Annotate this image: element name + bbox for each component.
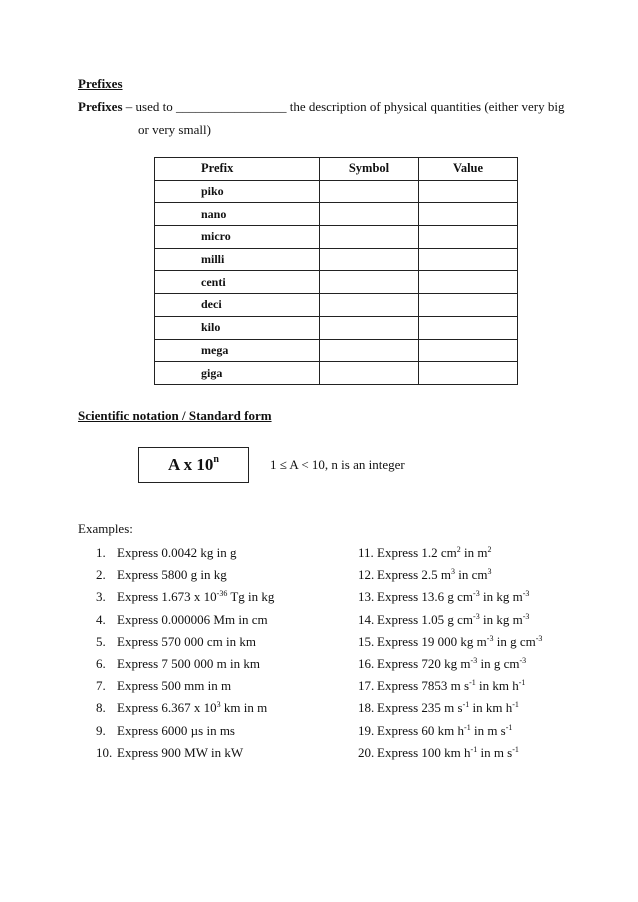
value-cell[interactable] bbox=[419, 271, 518, 294]
example-text: Express 7 500 000 m in km bbox=[117, 656, 260, 671]
example-number: 8. bbox=[96, 700, 106, 716]
example-text: in g cm bbox=[477, 656, 520, 671]
prefixes-definition bbox=[78, 99, 564, 115]
exponent: -3 bbox=[522, 589, 530, 599]
example-item bbox=[358, 545, 492, 561]
example-number: 2. bbox=[96, 567, 106, 583]
example-text: Express 13.6 g cm bbox=[377, 589, 474, 605]
table-row bbox=[155, 271, 518, 294]
example-text: Express 1.05 g cm bbox=[377, 611, 474, 627]
example-item bbox=[358, 745, 519, 761]
example-text: Express 0.0042 kg in g bbox=[117, 545, 237, 560]
example-text: in g cm bbox=[493, 633, 536, 649]
exponent: -1 bbox=[518, 678, 526, 688]
value-cell[interactable] bbox=[419, 339, 518, 362]
exponent: -3 bbox=[522, 611, 530, 621]
table-row bbox=[155, 180, 518, 203]
table-row bbox=[155, 203, 518, 226]
example-text: Express 100 km h bbox=[377, 744, 471, 760]
example-item bbox=[96, 656, 260, 672]
formula-box bbox=[138, 447, 249, 483]
table-header-row bbox=[155, 158, 518, 181]
exponent: -1 bbox=[464, 722, 471, 732]
example-item bbox=[96, 589, 274, 605]
symbol-cell[interactable] bbox=[320, 294, 419, 317]
exponent: -1 bbox=[470, 744, 478, 754]
example-text: Express 2.5 m bbox=[377, 567, 452, 583]
example-item bbox=[96, 567, 227, 583]
example-text: Express 500 mm in m bbox=[117, 678, 232, 694]
example-text: in km h bbox=[469, 700, 513, 716]
example-number: 14. bbox=[358, 611, 375, 627]
examples-label: Examples: bbox=[78, 521, 133, 536]
example-text: Express 60 km h bbox=[377, 722, 465, 738]
example-text: in kg m bbox=[479, 611, 523, 627]
prefix-cell: kilo bbox=[155, 316, 320, 339]
example-text: Express 0.000006 Mm in cm bbox=[117, 611, 268, 627]
example-text: Express 5800 g in kg bbox=[117, 567, 227, 583]
exponent: -3 bbox=[535, 633, 543, 643]
exponent: -36 bbox=[216, 589, 228, 599]
prefix-cell: deci bbox=[155, 294, 320, 317]
exponent: -1 bbox=[505, 722, 513, 732]
symbol-cell[interactable] bbox=[320, 226, 419, 249]
example-text: Express 900 MW in kW bbox=[117, 744, 244, 760]
table-row bbox=[155, 316, 518, 339]
exponent: 2 bbox=[456, 545, 461, 554]
symbol-cell[interactable] bbox=[320, 203, 419, 226]
section-heading-scientific-notation: Scientific notation / Standard form bbox=[78, 408, 272, 423]
example-item bbox=[358, 612, 529, 628]
exponent: 3 bbox=[216, 700, 221, 710]
formula-exponent: n bbox=[213, 454, 219, 465]
exponent: 3 bbox=[487, 567, 492, 577]
definition-term: Prefixes bbox=[78, 99, 123, 114]
example-text: in m s bbox=[477, 744, 513, 760]
example-text: Express 235 m s bbox=[377, 700, 463, 716]
example-number: 11. bbox=[358, 545, 374, 560]
example-item bbox=[96, 634, 256, 650]
example-text: Express 720 kg m bbox=[377, 656, 471, 671]
example-text: Express 19 000 kg m bbox=[377, 633, 487, 649]
value-cell[interactable] bbox=[419, 203, 518, 226]
exponent: -1 bbox=[469, 678, 476, 688]
exponent: -3 bbox=[519, 656, 527, 665]
example-item bbox=[358, 589, 529, 605]
example-number: 3. bbox=[96, 589, 106, 605]
symbol-cell[interactable] bbox=[320, 248, 419, 271]
example-text: Express 1.2 cm bbox=[377, 545, 457, 560]
example-number: 19. bbox=[358, 722, 375, 738]
symbol-cell[interactable] bbox=[320, 316, 419, 339]
symbol-cell[interactable] bbox=[320, 339, 419, 362]
example-number: 12. bbox=[358, 567, 375, 583]
prefix-cell: milli bbox=[155, 248, 320, 271]
table-row bbox=[155, 226, 518, 249]
example-text: in kg m bbox=[479, 589, 523, 605]
definition-text: – used to _________________ the description of physical quantities (either very big bbox=[122, 99, 565, 114]
table-row bbox=[155, 294, 518, 317]
symbol-cell[interactable] bbox=[320, 362, 419, 385]
example-number: 15. bbox=[358, 633, 375, 649]
exponent: -3 bbox=[473, 589, 480, 599]
exponent: -1 bbox=[462, 700, 470, 710]
value-cell[interactable] bbox=[419, 226, 518, 249]
value-cell[interactable] bbox=[419, 294, 518, 317]
example-number: 16. bbox=[358, 656, 375, 671]
example-item bbox=[96, 723, 235, 739]
example-item bbox=[358, 634, 542, 650]
example-item bbox=[358, 678, 525, 694]
example-number: 7. bbox=[96, 678, 106, 694]
example-item bbox=[358, 723, 512, 739]
example-number: 4. bbox=[96, 611, 106, 627]
exponent: -3 bbox=[470, 656, 478, 665]
column-header-prefix: Prefix bbox=[155, 158, 320, 181]
value-cell[interactable] bbox=[419, 180, 518, 203]
formula-base: A x 10 bbox=[168, 455, 214, 474]
example-item bbox=[358, 700, 519, 716]
prefix-cell: centi bbox=[155, 271, 320, 294]
example-text: in km h bbox=[475, 678, 519, 694]
example-item bbox=[96, 700, 267, 716]
table-row bbox=[155, 248, 518, 271]
exponent: -3 bbox=[486, 633, 494, 643]
example-text: Express 570 000 cm in km bbox=[117, 633, 257, 649]
value-cell[interactable] bbox=[419, 362, 518, 385]
prefix-cell: piko bbox=[155, 180, 320, 203]
value-cell[interactable] bbox=[419, 316, 518, 339]
exponent: -1 bbox=[512, 700, 519, 710]
formula-condition: 1 ≤ A < 10, n is an integer bbox=[270, 457, 405, 472]
example-text: Express 6000 µs in ms bbox=[117, 722, 235, 738]
example-item bbox=[96, 545, 237, 561]
example-number: 10. bbox=[96, 744, 113, 760]
example-item bbox=[358, 656, 526, 672]
example-text: Express 7853 m s bbox=[377, 678, 470, 694]
example-number: 20. bbox=[358, 744, 375, 760]
example-number: 17. bbox=[358, 678, 375, 694]
example-number: 18. bbox=[358, 700, 375, 716]
example-text: km in m bbox=[220, 700, 268, 716]
exponent: 2 bbox=[487, 545, 492, 554]
example-number: 5. bbox=[96, 633, 106, 649]
prefix-cell: giga bbox=[155, 362, 320, 385]
column-header-value: Value bbox=[419, 158, 518, 181]
prefix-cell: nano bbox=[155, 203, 320, 226]
exponent: -3 bbox=[473, 611, 480, 621]
exponent: -1 bbox=[512, 744, 519, 754]
example-text: Express 6.367 x 10 bbox=[117, 700, 217, 716]
symbol-cell[interactable] bbox=[320, 180, 419, 203]
value-cell[interactable] bbox=[419, 248, 518, 271]
example-text: Tg in kg bbox=[227, 589, 275, 605]
example-number: 1. bbox=[96, 545, 106, 560]
prefix-table bbox=[154, 157, 518, 385]
symbol-cell[interactable] bbox=[320, 271, 419, 294]
example-text: Express 1.673 x 10 bbox=[117, 589, 217, 605]
exponent: 3 bbox=[451, 567, 456, 577]
column-header-symbol: Symbol bbox=[320, 158, 419, 181]
table-row bbox=[155, 339, 518, 362]
prefix-cell: micro bbox=[155, 226, 320, 249]
example-item bbox=[96, 612, 268, 628]
prefix-cell: mega bbox=[155, 339, 320, 362]
example-number: 13. bbox=[358, 589, 375, 605]
example-text: in m s bbox=[470, 722, 506, 738]
table-row bbox=[155, 362, 518, 385]
definition-continuation: or very small) bbox=[138, 122, 211, 137]
example-text: in m bbox=[460, 545, 488, 560]
example-text: in cm bbox=[455, 567, 488, 583]
section-heading-prefixes: Prefixes bbox=[78, 76, 123, 91]
example-item bbox=[96, 745, 243, 761]
example-item bbox=[96, 678, 231, 694]
example-item bbox=[358, 567, 492, 583]
example-number: 6. bbox=[96, 656, 106, 671]
example-number: 9. bbox=[96, 722, 106, 738]
